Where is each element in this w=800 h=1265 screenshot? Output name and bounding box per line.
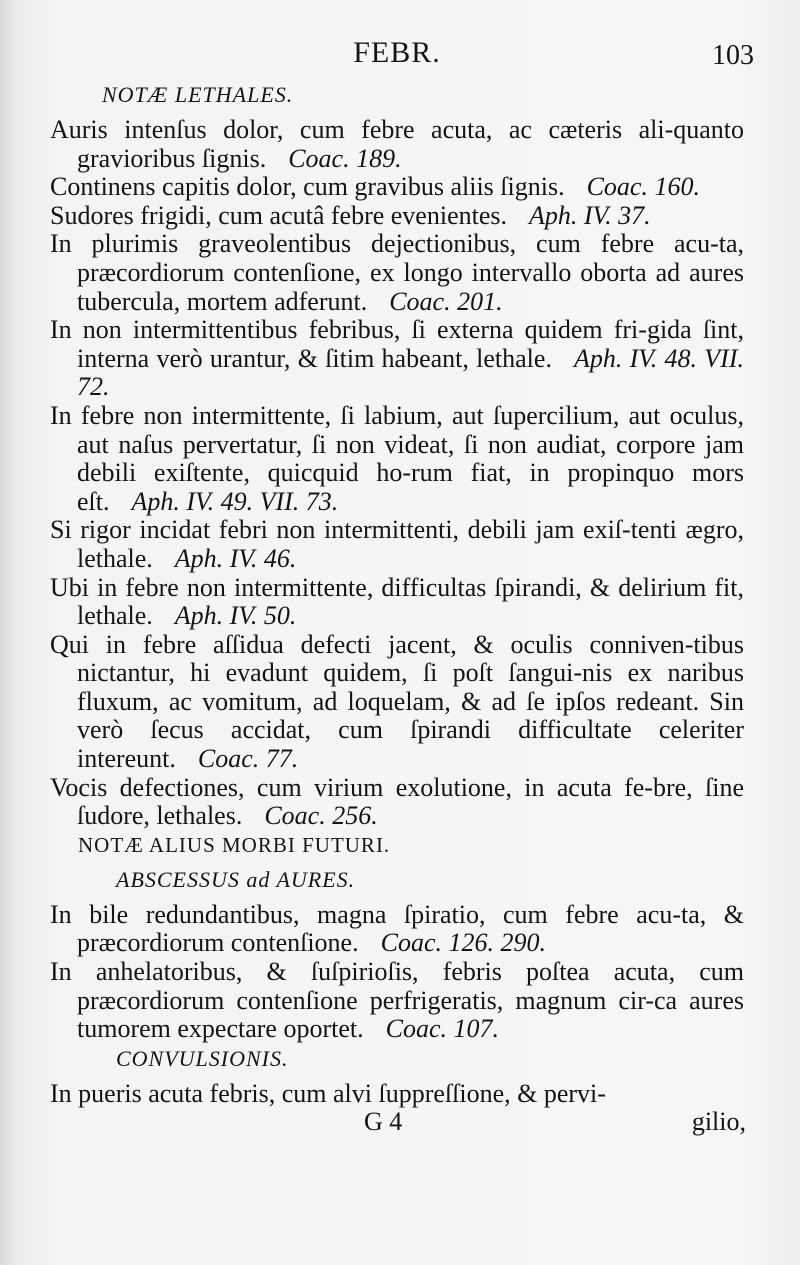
entry-text: Qui in febre aſſidua defecti jacent, & oculis conniven-tibus nictantur, hi evadunt quidem, ſi poſt ſangui-nis ex naribus fluxum, ac vomitum, ad loquelam, & ad ſe ipſos redeant. Sin verò ſecus accidat, cum ſpirandi difficultate celeriter intereunt. bbox=[50, 629, 744, 774]
entry bbox=[50, 574, 744, 631]
entry bbox=[50, 402, 744, 516]
section-heading-lethales: NOTÆ LETHALES. bbox=[102, 82, 294, 107]
entry-reference: Aph. IV. 48. VII. 72. bbox=[77, 343, 744, 402]
entry bbox=[50, 202, 744, 231]
entry bbox=[50, 631, 744, 774]
entry-reference: Coac. 201. bbox=[389, 286, 503, 316]
entry-text: Continens capitis dolor, cum gravibus aliis ſignis. bbox=[50, 172, 565, 202]
entry-reference: Coac. 126. 290. bbox=[380, 928, 546, 958]
entry-text: In anhelatoribus, & ſuſpirioſis, febris poſtea acuta, cum præcordiorum contenſione perfrigeratis, magnum cir-ca aures tumorem expectare oportet. bbox=[50, 957, 744, 1044]
entry-text: In non intermittentibus febribus, ſi externa quidem fri-gida ſint, interna verò urantur, & ſitim habeant, lethale. bbox=[50, 315, 744, 373]
entry-reference: Aph. IV. 49. VII. 73. bbox=[131, 486, 339, 516]
section-heading-convulsionis: CONVULSIONIS. bbox=[116, 1045, 289, 1071]
page-header bbox=[50, 30, 754, 80]
entry-text: In plurimis graveolentibus dejectionibus, cum febre acu-ta, præcordiorum contenſione, ex longo intervallo oborta ad aures tubercula, mortem adferunt. bbox=[50, 229, 744, 316]
page-footer bbox=[50, 1108, 744, 1138]
entry-text: Si rigor incidat febri non intermittenti, debili jam exiſ-tenti ægro, lethale. bbox=[50, 515, 744, 573]
entry-text: Auris intenſus dolor, cum febre acuta, ac cæteris ali-quanto gravioribus ſignis. bbox=[50, 115, 744, 173]
entry-text: In pueris acuta febris, cum alvi ſuppreſſione, & pervi- bbox=[50, 1078, 606, 1108]
entry bbox=[50, 316, 744, 402]
entry bbox=[50, 516, 744, 573]
signature-mark: G 4 bbox=[364, 1107, 403, 1137]
entry-reference: Coac. 160. bbox=[586, 172, 700, 202]
page-number: 103 bbox=[712, 40, 754, 71]
entry-reference: Aph. IV. 37. bbox=[529, 200, 651, 230]
entry-text: Sudores frigidi, cum acutâ febre evenientes. bbox=[50, 200, 507, 230]
entry-text: In febre non intermittente, ſi labium, aut ſupercilium, aut oculus, aut naſus pervertatur, ſi non videat, ſi non audiat, corpore jam debili exiſtente, quicquid ho-rum fiat, in propinquo mors eſt. bbox=[50, 400, 744, 516]
entry bbox=[50, 173, 744, 202]
subsection-heading-abscessus: ABSCESSUS ad AURES. bbox=[116, 866, 356, 892]
entry-reference: Coac. 77. bbox=[197, 744, 299, 774]
entry-reference: Coac. 107. bbox=[385, 1014, 499, 1044]
entry-reference: Aph. IV. 50. bbox=[174, 601, 297, 631]
entry bbox=[50, 774, 744, 831]
entry-text: Ubi in febre non intermittente, difficultas ſpirandi, & delirium fit, lethale. bbox=[50, 572, 744, 631]
catchword: gilio, bbox=[691, 1107, 746, 1137]
entry-reference: Aph. IV. 46. bbox=[174, 543, 297, 573]
entry bbox=[50, 901, 744, 958]
entry-reference: Coac. 256. bbox=[264, 801, 378, 831]
entry-text: Vocis defectiones, cum virium exolutione, in acuta fe-bre, ſine ſudore, lethales. bbox=[50, 772, 744, 831]
section-heading-futuri: NOTÆ ALIUS MORBI FUTURI. bbox=[78, 832, 391, 857]
entry bbox=[50, 116, 744, 173]
page-content bbox=[50, 82, 744, 1108]
entry bbox=[50, 1080, 744, 1109]
running-head: FEBR. bbox=[353, 36, 441, 69]
entry-reference: Coac. 189. bbox=[288, 143, 402, 173]
entry bbox=[50, 230, 744, 316]
entry bbox=[50, 958, 744, 1044]
entry-text: In bile redundantibus, magna ſpiratio, cum febre acu-ta, & præcordiorum contenſione. bbox=[50, 899, 744, 958]
